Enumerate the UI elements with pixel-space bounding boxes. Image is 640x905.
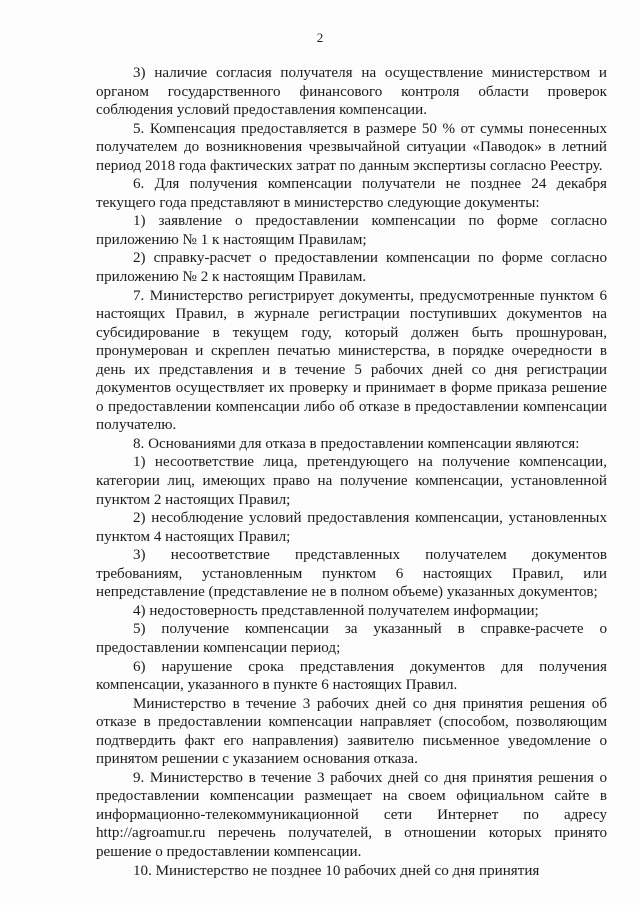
paragraph-8-refusal-grounds: 8. Основаниями для отказа в предоставлении компенсации являются: (133, 435, 580, 452)
paragraph-9-publication: 9. Министерство в течение 3 рабочих дней со дня принятия решения о предоставлении компенсации размещает на своем официальном сайте в информационно-телекоммуникационной сети Интернет по адресу http://agroamur.ru перечень получателей, в отношении которых принято решение о предоставлении компенсации. (96, 769, 607, 860)
paragraph-7-registration: 7. Министерство регистрирует документы, предусмотренные пунктом 6 настоящих Правил, в журнале регистрации поступивших документов на субсидирование в текущем году, который должен быть прошнурован, пронумерован и скреплен печатью министерства, в порядке очередности в день их представления и в течение 5 рабочих дней со дня регистрации документов осуществляет их проверку и принимает в форме приказа решение о предоставлении компенсации либо об отказе в предоставлении компенсации получателю. (96, 287, 607, 434)
paragraph-5-compensation-amount: 5. Компенсация предоставляется в размере 50 % от суммы понесенных получателем до возникновения чрезвычайной ситуации «Паводок» в летний период 2018 года фактических затрат по данным экспертизы согласно Реестру. (96, 120, 607, 174)
paragraph-10-start: 10. Министерство не позднее 10 рабочих дней со дня принятия (133, 862, 540, 879)
paragraph-8-item-3: 3) несоответствие представленных получателем документов требованиям, установленным пунктом 6 настоящих Правил, или непредставление (представление не в полном объеме) указанных документов; (96, 547, 607, 601)
page-number: 2 (316, 30, 324, 45)
paragraph-refusal-notice: Министерство в течение 3 рабочих дней со дня принятия решения об отказе в предоставлении компенсации направляет (способом, позволяющим подтвердить факт его направления) заявителю письменное уведомление о принятом решении с указанием основания отказа. (96, 695, 607, 768)
paragraph-6-item-calculation: 2) справку-расчет о предоставлении компенсации по форме согласно приложению № 2 к настоящим Правилам. (96, 250, 607, 286)
paragraph-consent-condition: 3) наличие согласия получателя на осуществление министерством и органом государственного финансового контроля области проверок соблюдения условий предоставления компенсации. (96, 65, 607, 119)
paragraph-6-item-application: 1) заявление о предоставлении компенсации по форме согласно приложению № 1 к настоящим Правилам; (96, 213, 607, 248)
paragraph-8-item-2: 2) несоблюдение условий предоставления компенсации, установленных пунктом 4 настоящих Правил; (96, 510, 607, 545)
paragraph-6-documents: 6. Для получения компенсации получатели не позднее 24 декабря текущего года представляют в министерство следующие документы: (96, 176, 607, 211)
paragraph-8-item-1: 1) несоответствие лица, претендующего на получение компенсации, категории лиц, имеющих право на получение компенсации, установленной пунктом 2 настоящих Правил; (96, 454, 607, 508)
paragraph-8-item-6: 6) нарушение срока представления документов для получения компенсации, указанного в пункте 6 настоящих Правил. (96, 658, 607, 694)
paragraph-8-item-4: 4) недостоверность представленной получателем информации; (133, 602, 539, 619)
paragraph-8-item-5: 5) получение компенсации за указанный в справке-расчете о предоставлении компенсации период; (96, 621, 607, 656)
document-body (96, 64, 607, 880)
